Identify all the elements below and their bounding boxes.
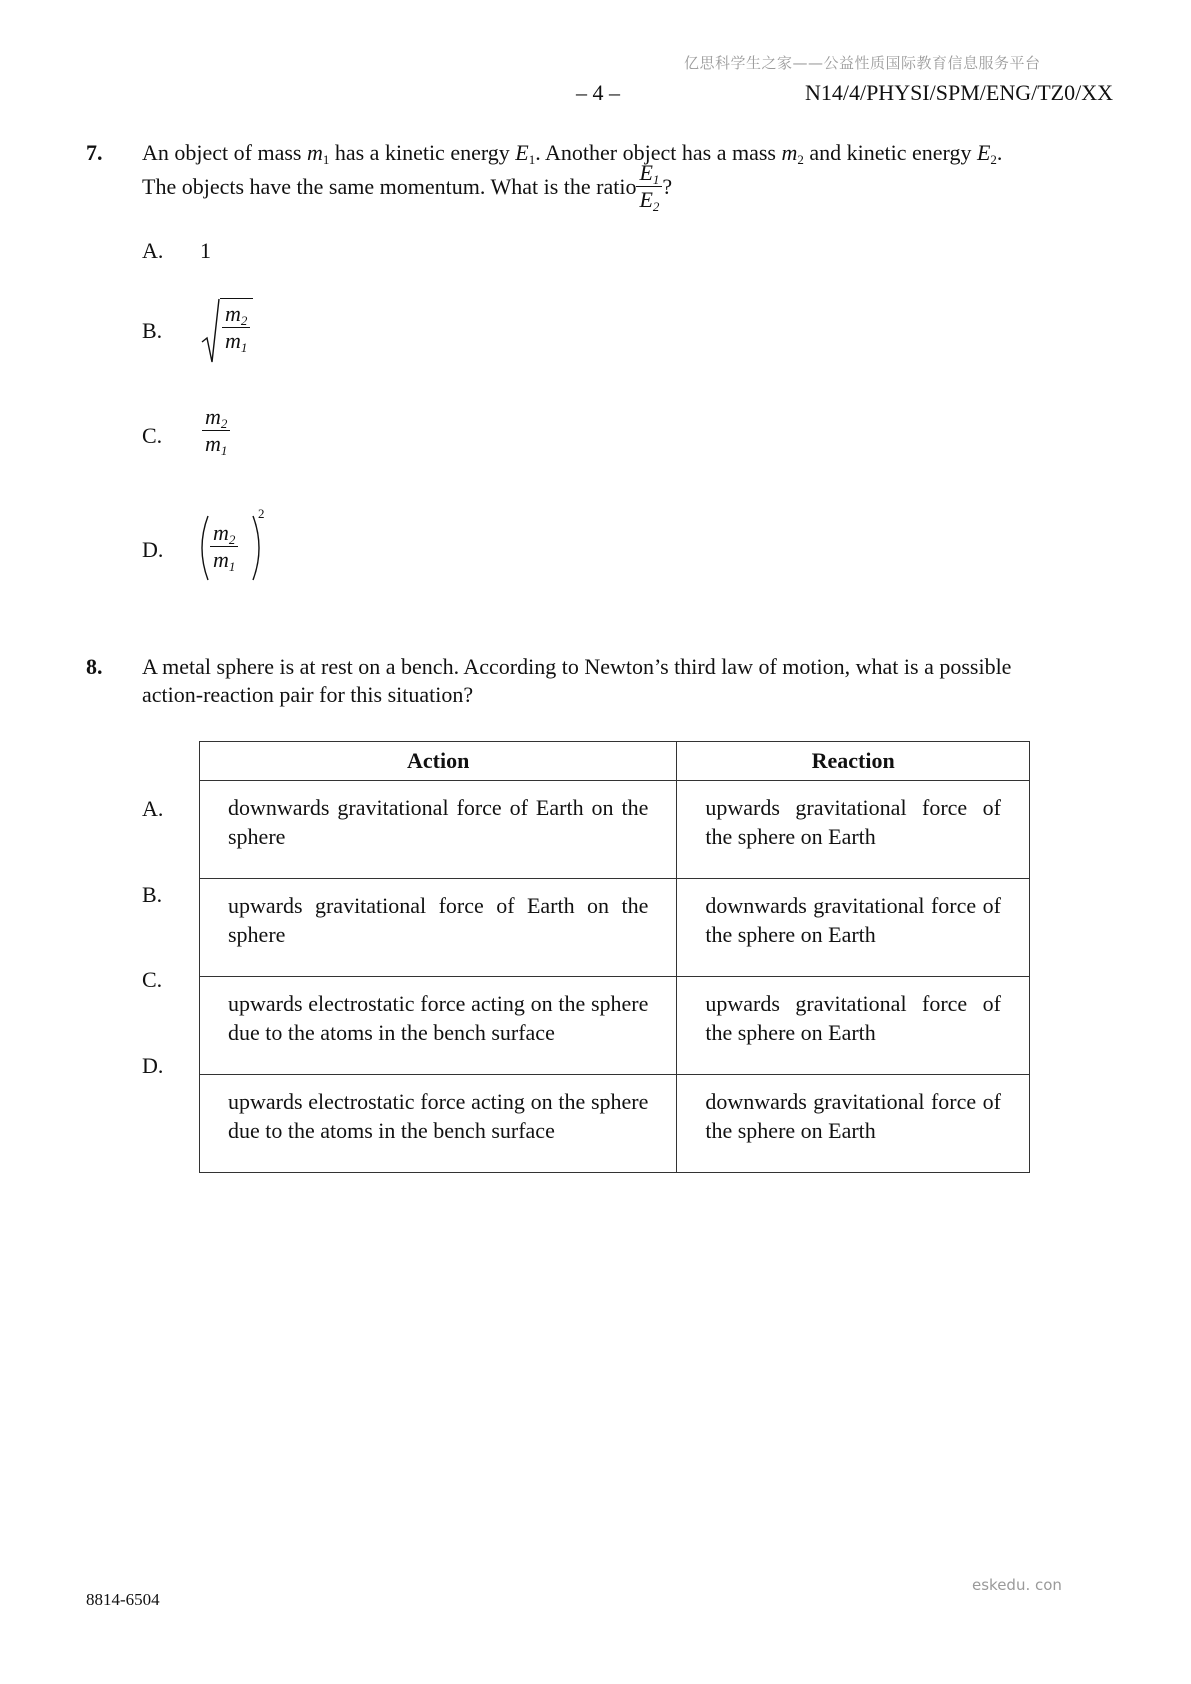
question-7-line-2: The objects have the same momentum. What is the ratio $\frac{E_1}{E_2}$ ? [142,160,673,214]
option-c-letter: C. [142,423,163,448]
question-8-line-2: action-reaction pair for this situation? [142,682,474,707]
row-letter-b: B. [142,882,163,907]
table-row [200,781,1030,879]
header-action: Action [200,742,677,781]
action-cell: upwards electrostatic force acting on the sphere due to the atoms in the bench surface [200,1075,677,1173]
option-a-letter: A. [142,238,164,263]
option-b-fraction: $\frac{m_2}{m_1}$ [222,303,250,352]
reaction-cell: downwards gravitational force of the sphere on Earth [677,879,1030,977]
action-cell: upwards gravitational force of Earth on the sphere [200,879,677,977]
action-reaction-table [199,741,1030,1173]
table-row [200,1075,1030,1173]
page-number: – 4 – [576,80,620,105]
question-7-number: 7. [86,140,103,165]
watermark-text: 亿思科学生之家——公益性质国际教育信息服务平台 [684,54,1041,72]
reaction-cell: downwards gravitational force of the sphere on Earth [677,1075,1030,1173]
paper-code: N14/4/PHYSI/SPM/ENG/TZ0/XX [804,80,1113,105]
reaction-cell: upwards gravitational force of the sphere on Earth [677,781,1030,879]
site-watermark: eskedu. con [972,1576,1062,1594]
option-b-letter: B. [142,318,163,343]
option-c-expression [202,404,230,458]
row-letter-d: D. [142,1053,164,1078]
question-8-line-1: A metal sphere is at rest on a bench. According to Newton’s third law of motion, what is a possible [142,654,1012,679]
question-7-line-1: An object of mass $m_1$ has a kinetic energy $E_1$. Another object has a mass $m_2$ and kinetic energy $E_2$. [142,140,1003,167]
option-a-text: 1 [200,238,211,263]
question-8-number: 8. [86,654,103,679]
option-c-fraction: $\frac{m_2}{m_1}$ [202,406,230,455]
table-row [200,977,1030,1075]
action-cell: downwards gravitational force of Earth on the sphere [200,781,677,879]
option-b-sqrt-expression [200,298,253,364]
reaction-cell: upwards gravitational force of the sphere on Earth [677,977,1030,1075]
option-d-fraction: $\frac{m_2}{m_1}$ [210,522,238,571]
option-d-letter: D. [142,537,164,562]
action-cell: upwards electrostatic force acting on the sphere due to the atoms in the bench surface [200,977,677,1075]
header-reaction: Reaction [677,742,1030,781]
table-row [200,879,1030,977]
row-letter-c: C. [142,967,163,992]
option-d-exponent: 2 [258,506,265,521]
document-code: 8814-6504 [86,1590,160,1609]
ratio-fraction: $\frac{E_1}{E_2}$ [636,162,662,211]
table-header-row [200,742,1030,781]
option-d-expression [198,506,268,584]
radical-sign [200,298,220,364]
row-letter-a: A. [142,796,164,821]
